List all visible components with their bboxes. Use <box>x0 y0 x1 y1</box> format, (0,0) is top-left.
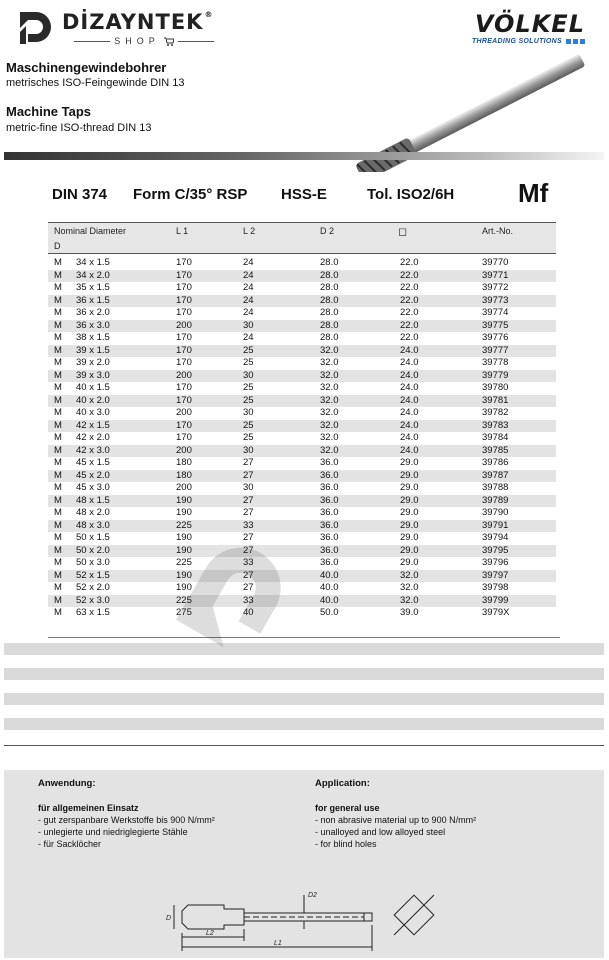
cell-l2: 25 <box>243 432 254 443</box>
cell-diameter: 34 x 2.0 <box>76 269 110 281</box>
table-row <box>48 495 556 508</box>
table-row <box>48 345 556 358</box>
table-row <box>48 257 556 270</box>
cell-square: 29.0 <box>400 507 419 518</box>
cell-art-no: 39789 <box>482 494 509 506</box>
cell-diameter: 45 x 1.5 <box>76 457 110 468</box>
cell-l1: 225 <box>176 519 192 531</box>
cell-l1: 170 <box>176 294 192 306</box>
cell-square: 24.0 <box>400 432 419 443</box>
info-english-line: - for blind holes <box>315 839 377 849</box>
cell-art-no: 39785 <box>482 444 509 456</box>
cell-square: 29.0 <box>400 557 419 568</box>
cell-l1: 225 <box>176 594 192 606</box>
cell-d2: 36.0 <box>320 532 339 543</box>
header-square: ◻ <box>398 226 408 238</box>
cell-prefix: M <box>54 332 62 343</box>
cell-prefix: M <box>54 532 62 543</box>
cell-l2: 30 <box>243 319 254 331</box>
cell-prefix: M <box>54 607 62 618</box>
cell-l2: 24 <box>243 257 254 268</box>
cell-d2: 36.0 <box>320 457 339 468</box>
cell-d2: 36.0 <box>320 544 339 556</box>
cell-d2: 40.0 <box>320 582 339 593</box>
cell-square: 22.0 <box>400 257 419 268</box>
info-english-heading: Application: <box>315 778 370 789</box>
cell-l1: 180 <box>176 469 192 481</box>
section-rule <box>4 745 604 746</box>
cell-l2: 33 <box>243 594 254 606</box>
cell-d2: 28.0 <box>320 269 339 281</box>
cell-l2: 30 <box>243 482 254 493</box>
cell-art-no: 39782 <box>482 407 509 418</box>
table-row <box>48 507 556 520</box>
cell-l2: 27 <box>243 494 254 506</box>
cell-l2: 33 <box>243 557 254 568</box>
cell-prefix: M <box>54 382 62 393</box>
tap-dimension-drawing <box>164 885 454 953</box>
table-row <box>48 557 556 570</box>
cell-l1: 190 <box>176 532 192 543</box>
cell-prefix: M <box>54 419 62 431</box>
cell-art-no: 39784 <box>482 432 509 443</box>
cell-prefix: M <box>54 544 62 556</box>
cell-art-no: 39788 <box>482 482 509 493</box>
cell-art-no: 39778 <box>482 357 509 368</box>
cell-prefix: M <box>54 494 62 506</box>
cell-prefix: M <box>54 594 62 606</box>
table-bottom-rule <box>48 637 560 638</box>
cell-d2: 36.0 <box>320 557 339 568</box>
cell-l1: 190 <box>176 569 192 581</box>
table-row <box>48 395 556 408</box>
cell-l1: 170 <box>176 419 192 431</box>
cell-art-no: 39772 <box>482 282 509 293</box>
cell-art-no: 39774 <box>482 307 509 318</box>
cell-l2: 27 <box>243 507 254 518</box>
cell-square: 29.0 <box>400 532 419 543</box>
cell-prefix: M <box>54 507 62 518</box>
empty-band <box>4 693 604 705</box>
cell-l2: 30 <box>243 407 254 418</box>
cell-l1: 200 <box>176 407 192 418</box>
cell-d2: 28.0 <box>320 307 339 318</box>
volkel-logo <box>472 10 585 45</box>
cell-square: 22.0 <box>400 332 419 343</box>
cell-l1: 170 <box>176 257 192 268</box>
table-row <box>48 607 556 620</box>
cell-prefix: M <box>54 357 62 368</box>
table-row <box>48 270 556 283</box>
cell-art-no: 39786 <box>482 457 509 468</box>
cell-l1: 170 <box>176 282 192 293</box>
cell-diameter: 50 x 3.0 <box>76 557 110 568</box>
cell-square: 24.0 <box>400 369 419 381</box>
cell-diameter: 42 x 1.5 <box>76 419 110 431</box>
cell-l2: 33 <box>243 519 254 531</box>
cell-l1: 190 <box>176 544 192 556</box>
cell-l2: 24 <box>243 294 254 306</box>
cell-d2: 32.0 <box>320 357 339 368</box>
cell-diameter: 35 x 1.5 <box>76 282 110 293</box>
info-english-line: - unalloyed and low alloyed steel <box>315 827 446 837</box>
cell-prefix: M <box>54 582 62 593</box>
cell-square: 24.0 <box>400 444 419 456</box>
cell-diameter: 42 x 3.0 <box>76 444 110 456</box>
dizayntek-logo[interactable] <box>14 6 234 50</box>
cell-l1: 200 <box>176 369 192 381</box>
cell-d2: 28.0 <box>320 319 339 331</box>
cell-art-no: 39797 <box>482 569 509 581</box>
cell-l2: 25 <box>243 394 254 406</box>
cell-d2: 28.0 <box>320 332 339 343</box>
header-l2: L 2 <box>243 226 256 236</box>
cell-prefix: M <box>54 269 62 281</box>
cell-d2: 40.0 <box>320 569 339 581</box>
table-row <box>48 382 556 395</box>
cell-square: 24.0 <box>400 344 419 356</box>
cell-square: 22.0 <box>400 307 419 318</box>
cell-art-no: 39780 <box>482 382 509 393</box>
cell-l1: 170 <box>176 332 192 343</box>
cell-art-no: 39798 <box>482 582 509 593</box>
cell-square: 29.0 <box>400 494 419 506</box>
info-german-line: - gut zerspanbare Werkstoffe bis 900 N/mm² <box>38 815 215 825</box>
cell-diameter: 34 x 1.5 <box>76 257 110 268</box>
cell-l1: 275 <box>176 607 192 618</box>
cell-art-no: 39775 <box>482 319 509 331</box>
table-row <box>48 295 556 308</box>
cell-l2: 27 <box>243 544 254 556</box>
cell-d2: 40.0 <box>320 594 339 606</box>
cell-art-no: 39799 <box>482 594 509 606</box>
cell-l1: 200 <box>176 482 192 493</box>
spec-form: Form C/35° RSP <box>133 186 248 203</box>
cell-d2: 50.0 <box>320 607 339 618</box>
cell-diameter: 52 x 1.5 <box>76 569 110 581</box>
cell-d2: 36.0 <box>320 469 339 481</box>
table-row <box>48 482 556 495</box>
cell-diameter: 50 x 1.5 <box>76 532 110 543</box>
cell-prefix: M <box>54 557 62 568</box>
cell-l1: 200 <box>176 444 192 456</box>
cell-d2: 28.0 <box>320 257 339 268</box>
cell-d2: 36.0 <box>320 519 339 531</box>
cell-diameter: 48 x 1.5 <box>76 494 110 506</box>
cell-l1: 170 <box>176 394 192 406</box>
cell-square: 32.0 <box>400 569 419 581</box>
cell-prefix: M <box>54 519 62 531</box>
cell-square: 24.0 <box>400 394 419 406</box>
cell-square: 24.0 <box>400 407 419 418</box>
cell-art-no: 39790 <box>482 507 509 518</box>
cell-art-no: 39777 <box>482 344 509 356</box>
cell-l1: 225 <box>176 557 192 568</box>
spec-thread-type: Mf <box>518 178 549 208</box>
cell-diameter: 39 x 3.0 <box>76 369 110 381</box>
cell-square: 29.0 <box>400 519 419 531</box>
cell-d2: 36.0 <box>320 507 339 518</box>
cell-diameter: 63 x 1.5 <box>76 607 110 618</box>
cell-prefix: M <box>54 394 62 406</box>
cell-prefix: M <box>54 432 62 443</box>
cell-art-no: 39791 <box>482 519 509 531</box>
cell-art-no: 39781 <box>482 394 509 406</box>
cell-l2: 25 <box>243 357 254 368</box>
application-info <box>4 770 604 958</box>
table-row <box>48 445 556 458</box>
cell-prefix: M <box>54 344 62 356</box>
header-divider <box>4 152 604 160</box>
brand-name: DİZAYNTEK® <box>62 10 214 34</box>
cell-diameter: 36 x 2.0 <box>76 307 110 318</box>
header-art-no: Art.-No. <box>482 226 514 236</box>
cell-prefix: M <box>54 307 62 318</box>
title-english: Machine Taps <box>6 104 92 119</box>
brand-sub: SHOP <box>74 36 214 46</box>
table-body <box>48 257 556 620</box>
cell-d2: 28.0 <box>320 282 339 293</box>
cell-art-no: 39776 <box>482 332 509 343</box>
cell-l2: 24 <box>243 282 254 293</box>
cell-art-no: 39770 <box>482 257 509 268</box>
cell-l1: 170 <box>176 269 192 281</box>
cell-square: 32.0 <box>400 582 419 593</box>
cell-diameter: 40 x 3.0 <box>76 407 110 418</box>
table-row <box>48 332 556 345</box>
cell-l1: 190 <box>176 582 192 593</box>
table-row <box>48 282 556 295</box>
cell-diameter: 50 x 2.0 <box>76 544 110 556</box>
cell-diameter: 52 x 3.0 <box>76 594 110 606</box>
cell-l1: 170 <box>176 432 192 443</box>
table-row <box>48 582 556 595</box>
info-german-subheading: für allgemeinen Einsatz <box>38 803 139 813</box>
table-row <box>48 407 556 420</box>
cell-l2: 40 <box>243 607 254 618</box>
cell-diameter: 52 x 2.0 <box>76 582 110 593</box>
info-english-subheading: for general use <box>315 803 380 813</box>
cell-art-no: 39783 <box>482 419 509 431</box>
table-row <box>48 320 556 333</box>
cell-l2: 30 <box>243 369 254 381</box>
table-row <box>48 545 556 558</box>
cell-art-no: 39794 <box>482 532 509 543</box>
cell-prefix: M <box>54 319 62 331</box>
info-english <box>315 778 476 850</box>
subtitle-german: metrisches ISO-Feingewinde DIN 13 <box>6 77 185 89</box>
cell-square: 22.0 <box>400 294 419 306</box>
cell-square: 29.0 <box>400 544 419 556</box>
cell-d2: 32.0 <box>320 444 339 456</box>
cell-d2: 32.0 <box>320 394 339 406</box>
table-row <box>48 432 556 445</box>
cell-l1: 170 <box>176 357 192 368</box>
cell-d2: 32.0 <box>320 382 339 393</box>
cell-diameter: 36 x 3.0 <box>76 319 110 331</box>
cell-square: 22.0 <box>400 319 419 331</box>
cell-diameter: 36 x 1.5 <box>76 294 110 306</box>
cell-square: 24.0 <box>400 357 419 368</box>
spec-din: DIN 374 <box>52 186 108 203</box>
cell-diameter: 39 x 2.0 <box>76 357 110 368</box>
cell-l2: 25 <box>243 382 254 393</box>
table-row <box>48 457 556 470</box>
cell-art-no: 39771 <box>482 269 509 281</box>
cell-l2: 27 <box>243 532 254 543</box>
cell-diameter: 45 x 3.0 <box>76 482 110 493</box>
cell-d2: 28.0 <box>320 294 339 306</box>
cell-l2: 27 <box>243 582 254 593</box>
cell-diameter: 40 x 1.5 <box>76 382 110 393</box>
cell-prefix: M <box>54 569 62 581</box>
empty-band <box>4 643 604 655</box>
table-row <box>48 370 556 383</box>
cell-prefix: M <box>54 482 62 493</box>
table-row <box>48 520 556 533</box>
info-german-line: - unlegierte und niedriglegierte Stähle <box>38 827 188 837</box>
cell-art-no: 3979X <box>482 607 510 618</box>
cell-diameter: 42 x 2.0 <box>76 432 110 443</box>
cell-square: 22.0 <box>400 269 419 281</box>
dizayntek-mark-icon <box>14 6 56 48</box>
cell-prefix: M <box>54 444 62 456</box>
cell-l2: 24 <box>243 332 254 343</box>
cell-l2: 30 <box>243 444 254 456</box>
cell-l1: 190 <box>176 494 192 506</box>
manufacturer-tagline: THREADING SOLUTIONS <box>472 38 585 45</box>
cell-d2: 32.0 <box>320 407 339 418</box>
table-row <box>48 420 556 433</box>
cell-square: 29.0 <box>400 482 419 493</box>
drawing-label-d2: D2 <box>308 892 317 899</box>
cell-d2: 32.0 <box>320 419 339 431</box>
cell-art-no: 39796 <box>482 557 509 568</box>
cell-l1: 170 <box>176 344 192 356</box>
cell-square: 22.0 <box>400 282 419 293</box>
cell-art-no: 39779 <box>482 369 509 381</box>
header-nominal: Nominal Diameter <box>54 226 127 236</box>
cell-art-no: 39795 <box>482 544 509 556</box>
cell-l2: 24 <box>243 307 254 318</box>
cell-d2: 36.0 <box>320 482 339 493</box>
cell-l1: 170 <box>176 307 192 318</box>
table-row <box>48 307 556 320</box>
info-german-line: - für Sacklöcher <box>38 839 102 849</box>
cell-l1: 200 <box>176 319 192 331</box>
cell-square: 39.0 <box>400 607 419 618</box>
cell-diameter: 38 x 1.5 <box>76 332 110 343</box>
table-row <box>48 470 556 483</box>
title-german: Maschinengewindebohrer <box>6 60 167 75</box>
table-row <box>48 595 556 608</box>
cart-icon <box>164 37 174 46</box>
cell-l1: 190 <box>176 507 192 518</box>
info-english-line: - non abrasive material up to 900 N/mm² <box>315 815 477 825</box>
cell-d2: 32.0 <box>320 344 339 356</box>
cell-l2: 27 <box>243 457 254 468</box>
table-row <box>48 532 556 545</box>
cell-d2: 32.0 <box>320 369 339 381</box>
manufacturer-name: VÖLKEL <box>474 10 585 38</box>
header-l1: L 1 <box>176 226 189 236</box>
cell-diameter: 45 x 2.0 <box>76 469 110 481</box>
table-header <box>48 222 556 254</box>
cell-art-no: 39773 <box>482 294 509 306</box>
header-d: D <box>54 241 61 251</box>
cell-diameter: 48 x 2.0 <box>76 507 110 518</box>
header-d2: D 2 <box>320 226 335 236</box>
cell-l2: 25 <box>243 419 254 431</box>
info-german-heading: Anwendung: <box>38 778 96 789</box>
cell-square: 24.0 <box>400 382 419 393</box>
cell-l2: 27 <box>243 569 254 581</box>
spec-material: HSS-E <box>281 186 327 203</box>
cell-art-no: 39787 <box>482 469 509 481</box>
info-german <box>38 778 215 850</box>
cell-diameter: 40 x 2.0 <box>76 394 110 406</box>
cell-d2: 36.0 <box>320 494 339 506</box>
cell-prefix: M <box>54 469 62 481</box>
cell-square: 29.0 <box>400 469 419 481</box>
cell-prefix: M <box>54 407 62 418</box>
page-header <box>0 0 609 160</box>
spec-tolerance: Tol. ISO2/6H <box>367 186 455 203</box>
drawing-label-l2: L2 <box>206 930 214 937</box>
table-row <box>48 570 556 583</box>
empty-band <box>4 718 604 730</box>
cell-prefix: M <box>54 294 62 306</box>
cell-prefix: M <box>54 282 62 293</box>
cell-l2: 27 <box>243 469 254 481</box>
cell-square: 29.0 <box>400 457 419 468</box>
cell-l2: 25 <box>243 344 254 356</box>
cell-square: 24.0 <box>400 419 419 431</box>
subtitle-english: metric-fine ISO-thread DIN 13 <box>6 122 152 134</box>
cell-square: 32.0 <box>400 594 419 606</box>
cell-l1: 180 <box>176 457 192 468</box>
table-row <box>48 357 556 370</box>
cell-prefix: M <box>54 257 62 268</box>
cell-diameter: 48 x 3.0 <box>76 519 110 531</box>
cell-diameter: 39 x 1.5 <box>76 344 110 356</box>
cell-d2: 32.0 <box>320 432 339 443</box>
cell-l2: 24 <box>243 269 254 281</box>
cell-prefix: M <box>54 369 62 381</box>
drawing-label-l1: L1 <box>274 940 282 947</box>
empty-band <box>4 668 604 680</box>
drawing-label-d: D <box>166 915 172 922</box>
cell-l1: 170 <box>176 382 192 393</box>
cell-prefix: M <box>54 457 62 468</box>
